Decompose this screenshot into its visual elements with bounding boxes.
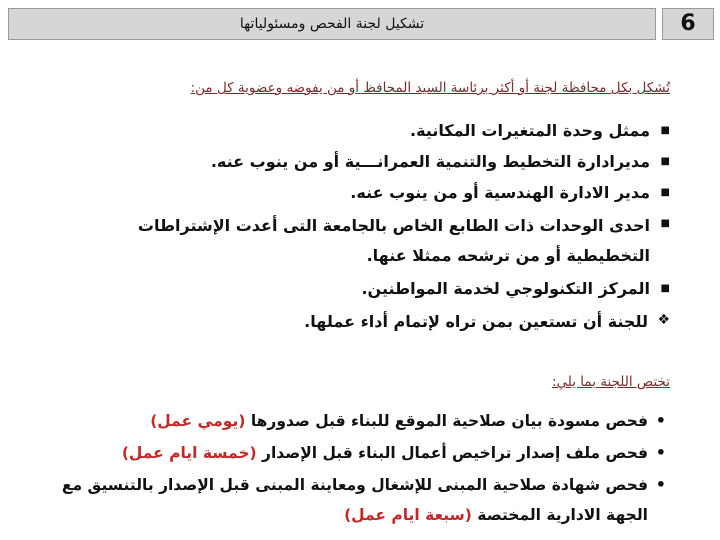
- member-text: مديرادارة التخطيط والتنمية العمرانـــية أو من ينوب عنه.: [210, 152, 650, 171]
- committee-intro: تُشكل بكل محافظة لجنة أو أكثر برئاسة السيد المحافظ أو من يفوضه وعضوية كل من:: [190, 80, 670, 96]
- member-text: مدير الادارة الهندسية أو من ينوب عنه.: [350, 183, 650, 202]
- members-list: [52, 118, 670, 307]
- committee-note: [52, 312, 670, 331]
- responsibility-item: [52, 406, 670, 436]
- member-text: المركز التكنولوجي لخدمة المواطنين.: [361, 279, 650, 298]
- dot-bullet-icon: •: [655, 443, 666, 462]
- square-bullet-icon: ■: [660, 218, 670, 229]
- member-item: [52, 211, 670, 271]
- section-title: تشكيل لجنة الفحص ومسئولياتها: [239, 16, 425, 32]
- dot-bullet-icon: •: [655, 475, 666, 494]
- responsibility-text: فحص شهادة صلاحية المبنى للإشغال ومعاينة المبنى قبل الإصدار بالتنسيق مع الجهة الادارية المختصة: [61, 476, 648, 524]
- responsibilities-title: تختص اللجنة بما يلي:: [551, 374, 670, 390]
- square-bullet-icon: ■: [660, 125, 670, 136]
- member-text: ممثل وحدة المتغيرات المكانية.: [410, 121, 650, 140]
- member-item: [52, 149, 670, 175]
- responsibility-text: فحص ملف إصدار تراخيص أعمال البناء قبل الإصدار: [262, 444, 648, 462]
- dot-bullet-icon: •: [655, 411, 666, 430]
- member-item: [52, 180, 670, 206]
- member-text: احدى الوحدات ذات الطابع الخاص بالجامعة التى أعدت الإشتراطات التخطيطية أو من ترشحه ممثلا عنها.: [137, 216, 650, 265]
- section-title-bar: [8, 8, 656, 40]
- duration-label: (سبعة ايام عمل): [344, 506, 472, 524]
- member-item: [52, 276, 670, 302]
- square-bullet-icon: ■: [660, 283, 670, 294]
- diamond-bullet-icon: ❖: [657, 312, 670, 328]
- responsibility-text: فحص مسودة بيان صلاحية الموقع للبناء قبل صدورها: [250, 412, 648, 430]
- duration-label: (يومي عمل): [150, 412, 246, 430]
- note-text: للجنة أن تستعين بمن تراه لإتمام أداء عملها.: [304, 312, 648, 331]
- section-number-box: [662, 8, 714, 40]
- responsibility-item: [52, 470, 670, 530]
- responsibility-item: [52, 438, 670, 468]
- square-bullet-icon: ■: [660, 156, 670, 167]
- responsibilities-list: [52, 406, 670, 532]
- duration-label: (خمسة ايام عمل): [121, 444, 257, 462]
- square-bullet-icon: ■: [660, 187, 670, 198]
- section-number: 6: [680, 11, 696, 36]
- member-item: [52, 118, 670, 144]
